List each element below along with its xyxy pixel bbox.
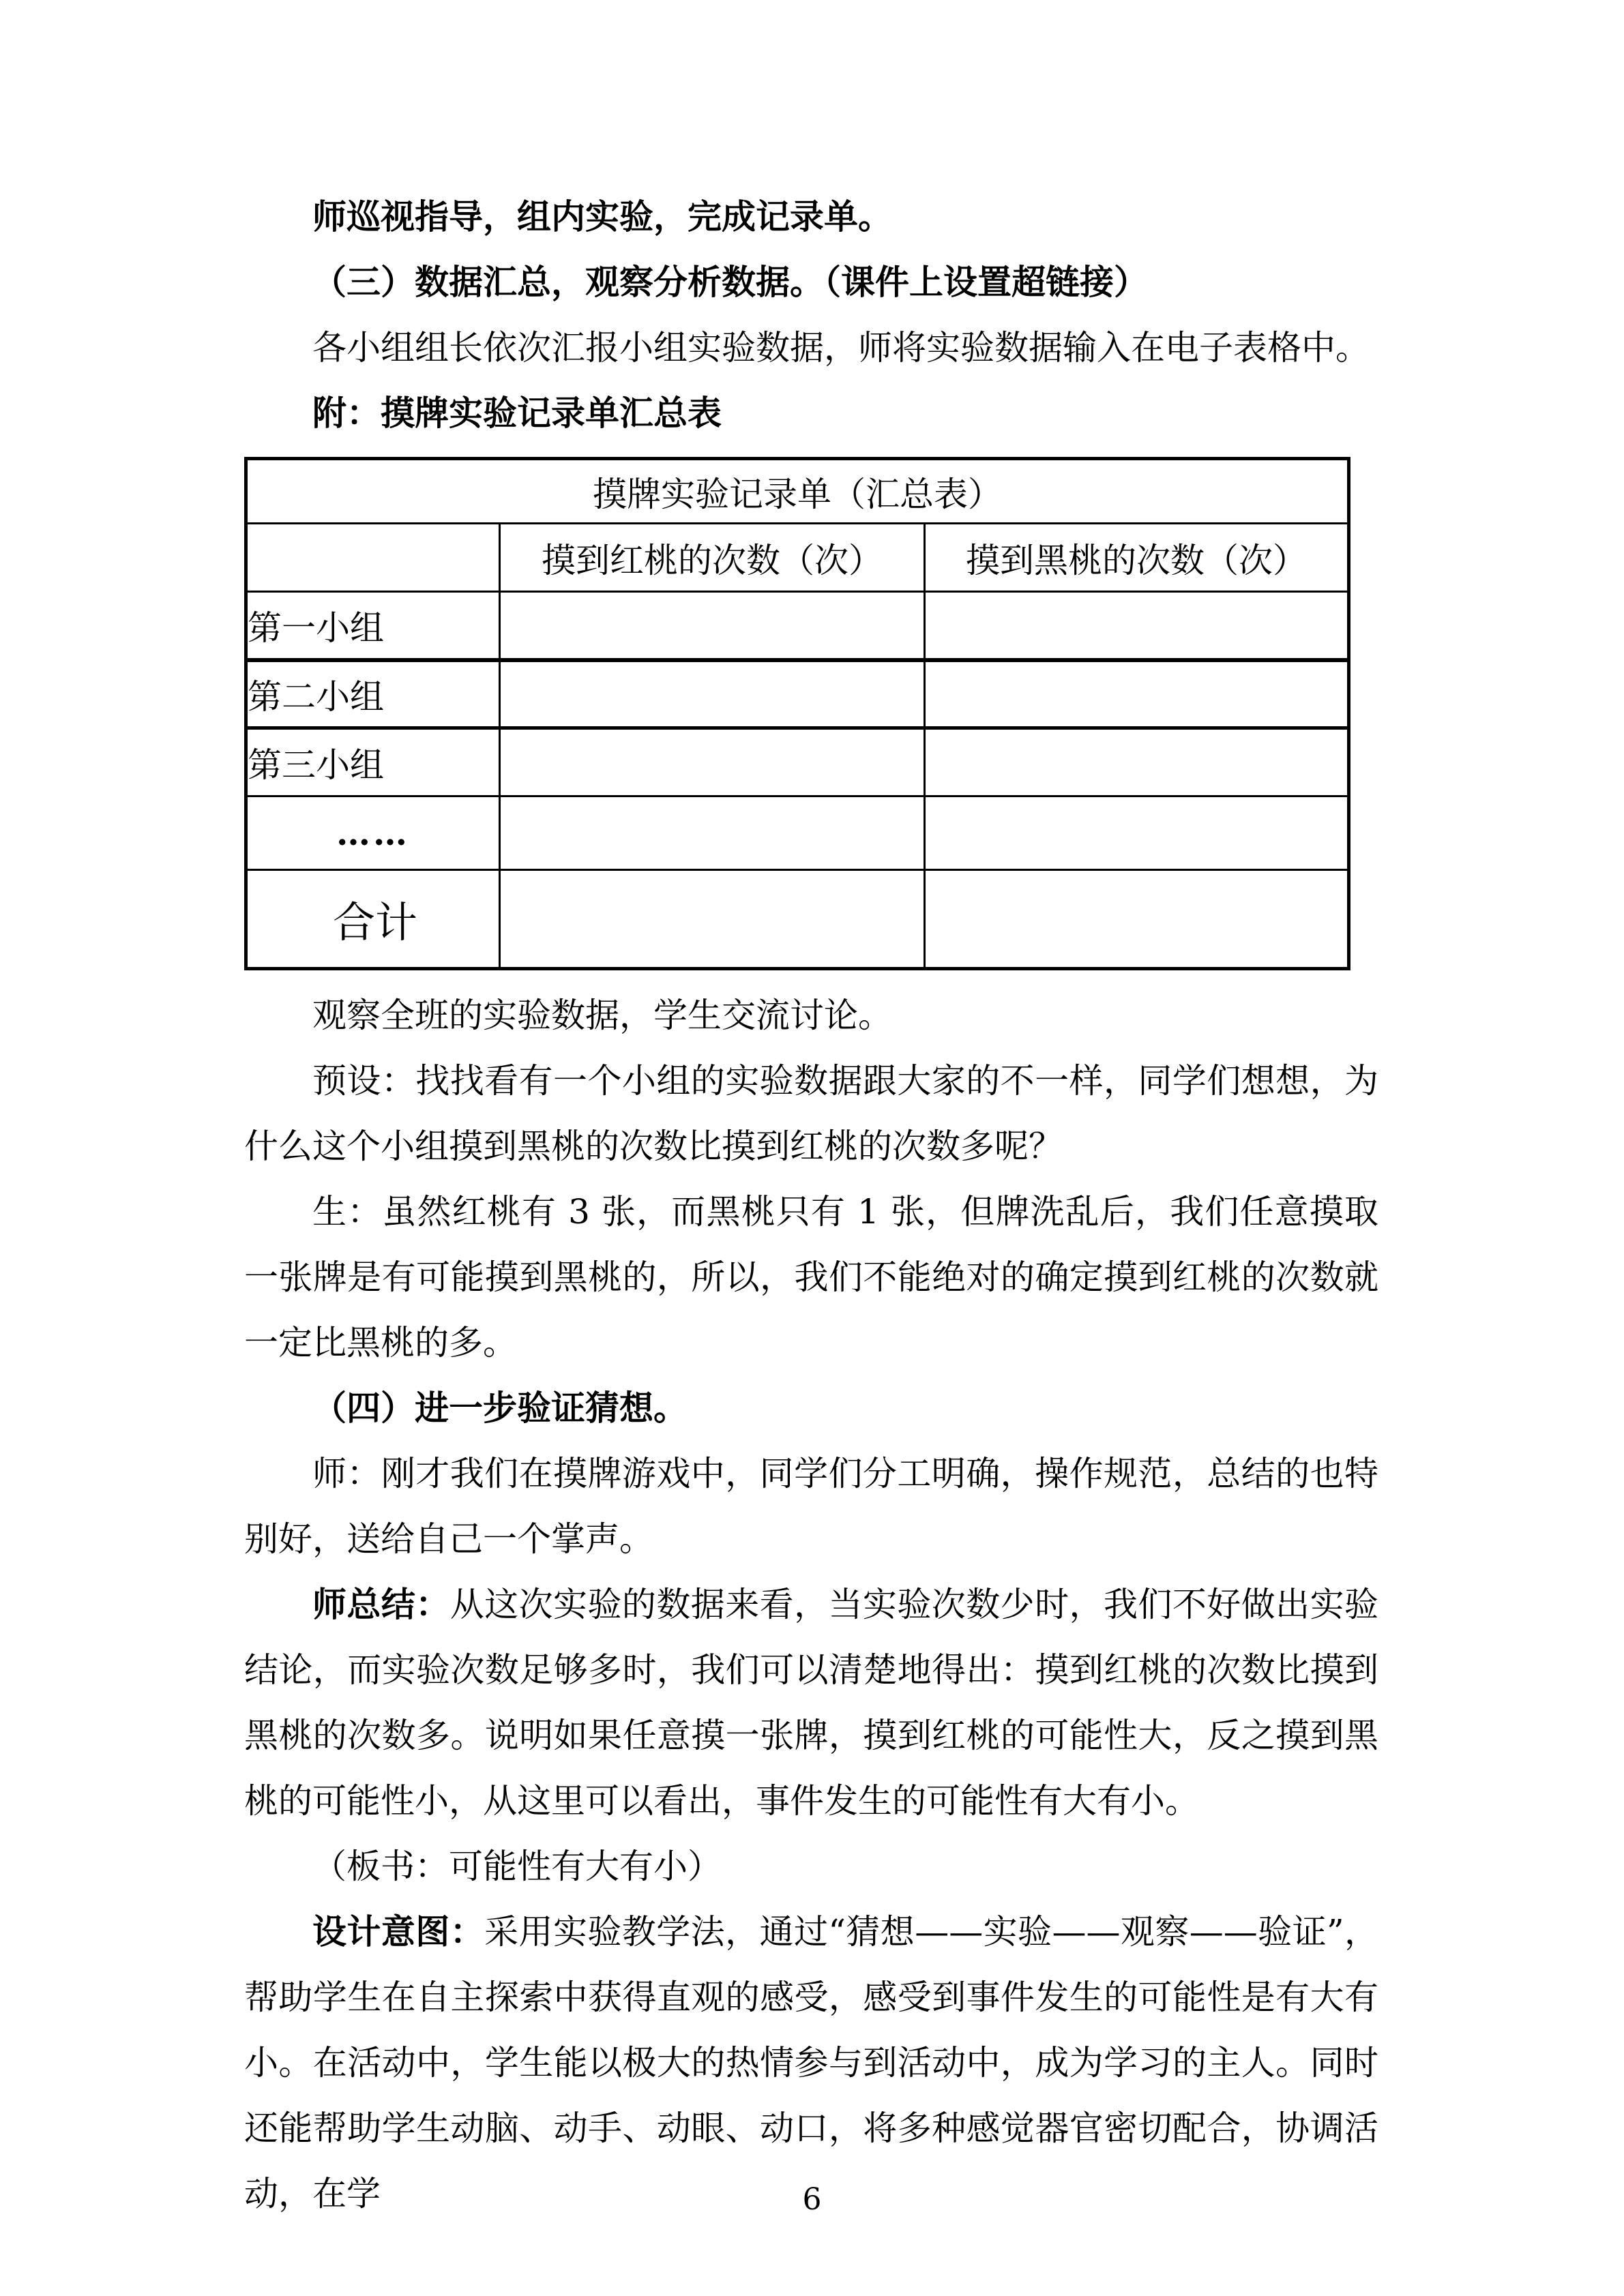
table-header-red-count: 摸到红桃的次数（次） [500, 524, 925, 592]
paragraph-design-intent [244, 1899, 1378, 2226]
teacher-summary-body: 从这次实验的数据来看，当实验次数少时，我们不好做出实验结论，而实验次数足够多时，我们可以清楚地得出：摸到红桃的次数比摸到黑桃的次数多。说明如果任意摸一张牌，摸到红桃的可能性大，反之摸到黑桃的可能性小，从这里可以看出，事件发生的可能性有大有小。 [244, 1585, 1378, 1821]
table-row-ellipsis [246, 796, 1349, 870]
design-intent-label: 设计意图： [312, 1911, 485, 1952]
row-label-group-2: 第二小组 [246, 660, 500, 728]
cell-group-2-black [925, 660, 1349, 728]
row-label-total: 合计 [246, 870, 500, 969]
cell-total-black [925, 870, 1349, 969]
paragraph-class-discussion: 观察全班的实验数据，学生交流讨论。 [312, 996, 892, 1035]
table-header-empty [246, 524, 500, 592]
cell-group-3-black [925, 728, 1349, 796]
paragraph-board-writing: （板书：可能性有大有小） [312, 1847, 722, 1886]
cell-group-1-red [500, 592, 925, 660]
table-header-black-count: 摸到黑桃的次数（次） [925, 524, 1349, 592]
row-label-group-3: 第三小组 [246, 728, 500, 796]
row-label-group-1: 第一小组 [246, 592, 500, 660]
heading-section-three: （三）数据汇总，观察分析数据。（课件上设置超链接） [312, 262, 1148, 302]
heading-section-four: （四）进一步验证猜想。 [312, 1388, 688, 1428]
paragraph-teacher-summary [244, 1572, 1378, 1834]
cell-group-3-red [500, 728, 925, 796]
cell-ellipsis-red [500, 796, 925, 870]
table-title: 摸牌实验记录单（汇总表） [246, 459, 1349, 524]
row-label-ellipsis: …… [246, 796, 500, 870]
document-content [244, 184, 1378, 2226]
cell-group-2-red [500, 660, 925, 728]
paragraph-student-answer: 生：虽然红桃有 3 张，而黑桃只有 1 张，但牌洗乱后，我们任意摸取一张牌是有可能摸到黑桃的，所以，我们不能绝对的确定摸到红桃的次数就一定比黑桃的多。 [244, 1192, 1378, 1362]
table-row-total [246, 870, 1349, 969]
paragraph-anticipation: 预设：找找看有一个小组的实验数据跟大家的不一样，同学们想想，为什么这个小组摸到黑桃的次数比摸到红桃的次数多呢？ [244, 1061, 1378, 1166]
records-summary-table [244, 457, 1350, 970]
teacher-summary-label: 师总结： [312, 1584, 450, 1624]
table-header-row [246, 524, 1349, 592]
page-number: 6 [802, 2182, 822, 2217]
cell-group-1-black [925, 592, 1349, 660]
table-title-row [246, 459, 1349, 524]
table-row-group-1 [246, 592, 1349, 660]
paragraph-group-report: 各小组组长依次汇报小组实验数据，师将实验数据输入在电子表格中。 [312, 328, 1370, 368]
paragraph-teacher-praise: 师：刚才我们在摸牌游戏中，同学们分工明确，操作规范，总结的也特别好，送给自己一个掌声。 [244, 1454, 1378, 1559]
table-row-group-2 [246, 660, 1349, 728]
cell-ellipsis-black [925, 796, 1349, 870]
heading-table-attachment: 附：摸牌实验记录单汇总表 [312, 393, 722, 433]
table-row-group-3 [246, 728, 1349, 796]
paragraph-teacher-guidance: 师巡视指导，组内实验，完成记录单。 [312, 196, 892, 237]
cell-total-red [500, 870, 925, 969]
design-intent-body: 采用实验教学法，通过“猜想——实验——观察——验证”，帮助学生在自主探索中获得直观的感受，感受到事件发生的可能性是有大有小。在活动中，学生能以极大的热情参与到活动中，成为学习的主人。同时还能帮助学生动脑、动手、动眼、动口，将多种感觉器官密切配合，协调活动，在学 [244, 1912, 1379, 2213]
